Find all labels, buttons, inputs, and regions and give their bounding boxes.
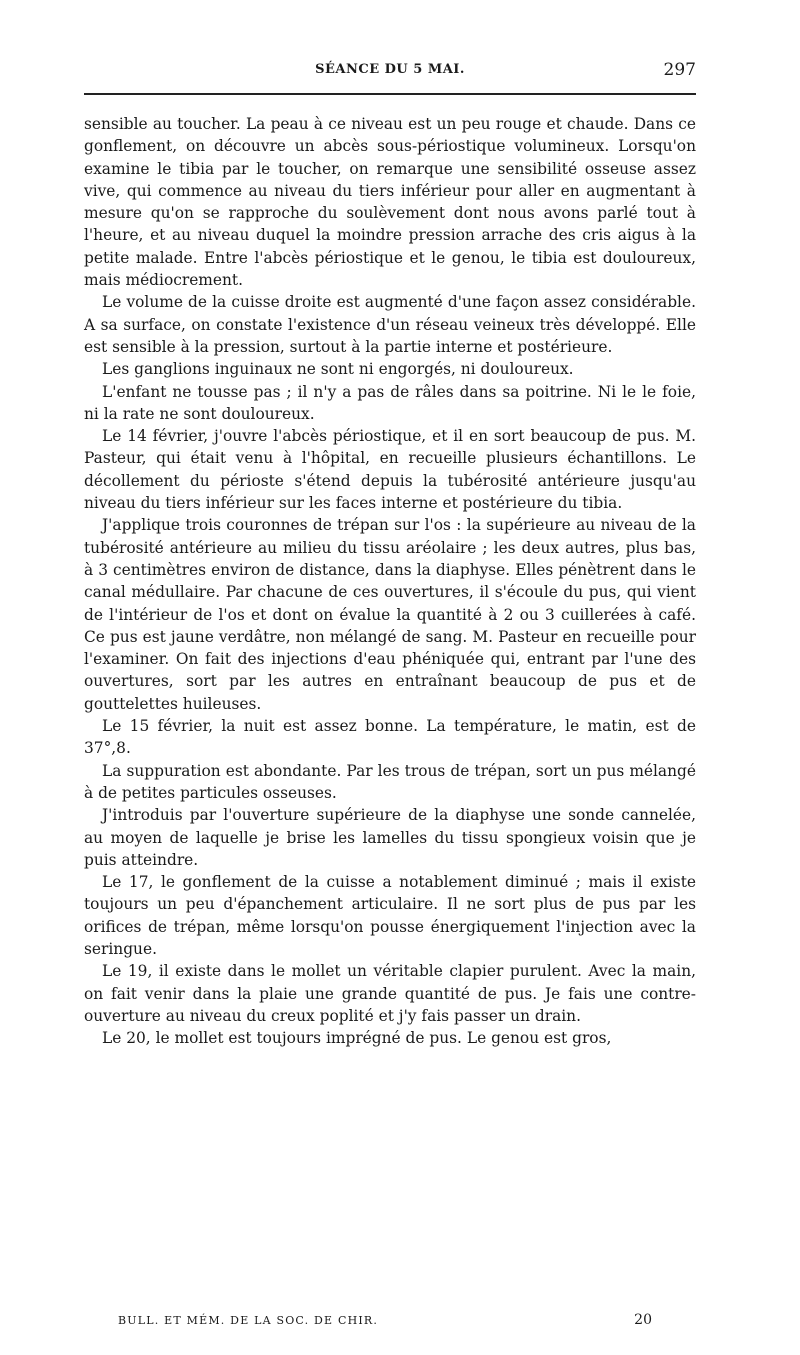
paragraph-6: J'applique trois couronnes de trépan sur l'os : la supérieure au niveau de la tubérosité antérieure au milieu du tissu aréolaire ; les deux autres, plus bas, à 3 centimètres environ de distance, dans la diaphyse. Elles pénètrent dans le canal médullaire. Par chacune de ces ouvertures, il s'écoule du pus, qui vient de l'intérieur de l'os et dont on évalue la quantité à 2 ou 3 cuillerées à café. Ce pus est jaune verdâtre, non mélangé de sang. M. Pasteur en recueille pour l'examiner. On fait des injections d'eau phéniquée qui, entrant par l'une des ouvertures, sort par les autres en entraînant beaucoup de pus et de gouttelettes huileuses.: [84, 516, 696, 713]
paragraph-12: Le 20, le mollet est toujours imprégné de pus. Le genou est gros,: [102, 1029, 612, 1048]
paragraph-7: Le 15 février, la nuit est assez bonne. La température, le matin, est de 37°,8.: [84, 717, 696, 758]
page-number: 297: [663, 60, 696, 80]
paragraph-9: J'introduis par l'ouverture supérieure de la diaphyse une sonde cannelée, au moyen de laquelle je brise les lamelles du tissu spongieux voisin que je puis atteindre.: [84, 806, 696, 869]
paragraph-10: Le 17, le gonflement de la cuisse a notablement diminué ; mais il existe toujours un peu d'épanchement articulaire. Il ne sort plus de pus par les orifices de trépan, même lorsqu'on pousse énergiquement l'injection avec la seringue.: [84, 873, 696, 958]
signature-mark: 20: [634, 1312, 652, 1328]
journal-footer: BULL. ET MÉM. DE LA SOC. DE CHIR.: [118, 1314, 379, 1327]
paragraph-4: L'enfant ne tousse pas ; il n'y a pas de râles dans sa poitrine. Ni le le foie, ni la rate ne sont douloureux.: [84, 382, 696, 423]
page-footer: [118, 1314, 652, 1334]
paragraph-11: Le 19, il existe dans le mollet un véritable clapier purulent. Avec la main, on fait venir dans la plaie une grande quantité de pus. Je fais une contre-ouverture au niveau du creux poplité et j'y fais passer un drain.: [84, 962, 696, 1025]
paragraph-8: La suppuration est abondante. Par les trous de trépan, sort un pus mélangé à de petites particules osseuses.: [84, 761, 696, 802]
header-title: SÉANCE DU 5 MAI.: [315, 62, 465, 77]
running-header: [84, 62, 696, 86]
paragraph-2: Le volume de la cuisse droite est augmenté d'une façon assez considérable. A sa surface, on constate l'existence d'un réseau veineux très développé. Elle est sensible à la pression, surtout à la partie interne et postérieure.: [84, 293, 696, 356]
paragraph-3: Les ganglions inguinaux ne sont ni engorgés, ni douloureux.: [102, 360, 574, 379]
paragraph-5: Le 14 février, j'ouvre l'abcès périostique, et il en sort beaucoup de pus. M. Pasteur, qui était venu à l'hôpital, en recueille plusieurs échantillons. Le décollement du périoste s'étend depuis la tubérosité antérieure jusqu'au niveau du tiers inférieur sur les faces interne et postérieure du tibia.: [84, 427, 696, 513]
body-text: [84, 113, 696, 1049]
header-rule: [84, 93, 696, 95]
paragraph-1: sensible au toucher. La peau à ce niveau est un peu rouge et chaude. Dans ce gonflement, on découvre un abcès sous-périostique volumineux. Lorsqu'on examine le tibia par le toucher, on remarque une sensibilité osseuse assez vive, qui commence au niveau du tiers inférieur pour aller en augmentant à mesure qu'on se rapproche du soulèvement dont nous avons parlé tout à l'heure, et au niveau duquel la moindre pression arrache des cris aigus à la petite malade. Entre l'abcès périostique et le genou, le tibia est douloureux, mais médiocrement.: [84, 115, 696, 290]
